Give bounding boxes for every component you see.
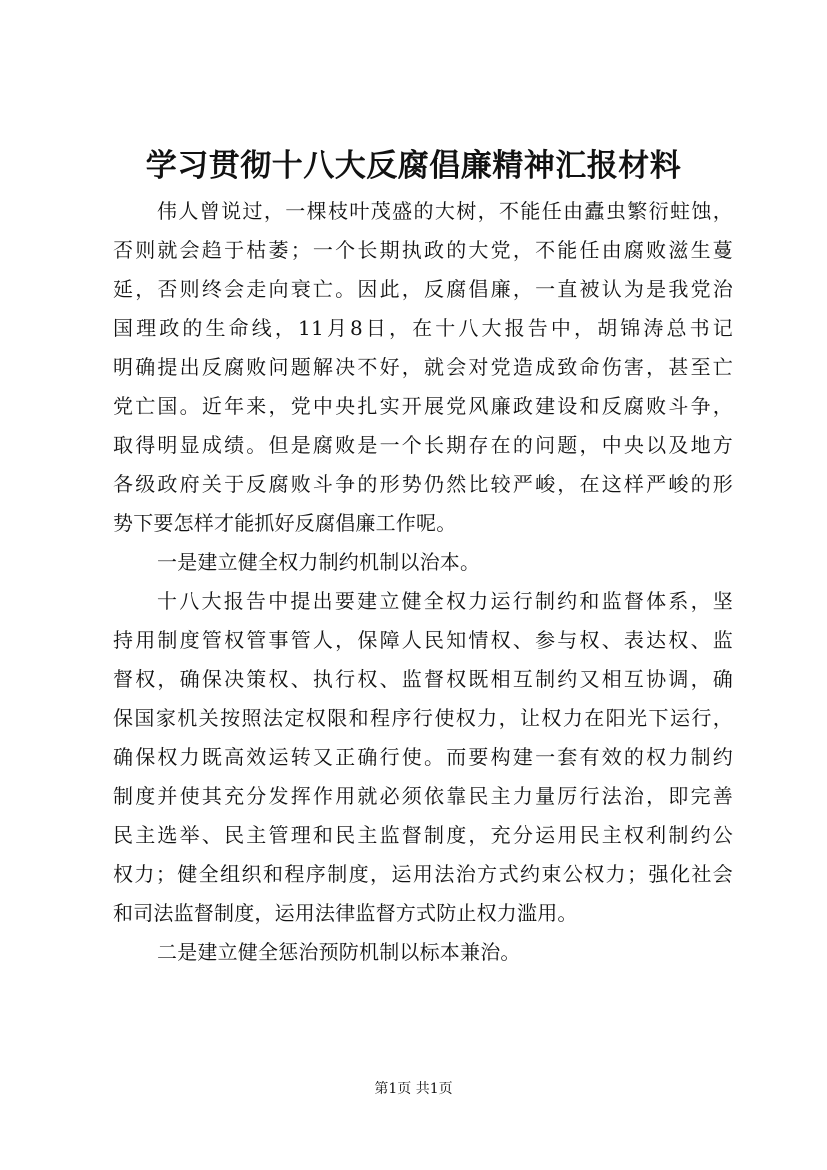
text-line: 否则就会趋于枯萎；一个长期执政的大党，不能任由腐败滋生蔓 <box>113 238 733 262</box>
page-number-footer: 第1页 共1页 <box>374 1081 453 1097</box>
paragraph <box>113 933 733 972</box>
text-line: 明确提出反腐败问题解决不好，就会对党造成致命伤害，甚至亡 <box>113 355 733 379</box>
paragraph <box>113 582 733 933</box>
text-line: 保国家机关按照法定权限和程序行使权力，让权力在阳光下运行， <box>113 706 733 730</box>
document-title: 学习贯彻十八大反腐倡廉精神汇报材料 <box>145 148 682 184</box>
section-heading: 一是建立健全权力制约机制以治本。 <box>157 550 481 574</box>
paragraph <box>113 543 733 582</box>
text-line: 国理政的生命线，11月8日，在十八大报告中，胡锦涛总书记 <box>113 316 733 340</box>
text-line: 权力；健全组织和程序制度，运用法治方式约束公权力；强化社会 <box>113 862 733 886</box>
section-heading: 二是建立健全惩治预防机制以标本兼治。 <box>157 940 521 964</box>
text-line: 制度并使其充分发挥作用就必须依靠民主力量厉行法治，即完善 <box>113 784 733 808</box>
text-line: 伟人曾说过，一棵枝叶茂盛的大树，不能任由蠹虫繁衍蛀蚀， <box>157 199 733 223</box>
text-line: 十八大报告中提出要建立健全权力运行制约和监督体系，坚 <box>157 589 733 613</box>
text-line: 持用制度管权管事管人，保障人民知情权、参与权、表达权、监 <box>113 628 733 652</box>
text-line: 各级政府关于反腐败斗争的形势仍然比较严峻，在这样严峻的形 <box>113 472 733 496</box>
text-line: 督权，确保决策权、执行权、监督权既相互制约又相互协调，确 <box>113 667 733 691</box>
text-line: 党亡国。近年来，党中央扎实开展党风廉政建设和反腐败斗争， <box>113 394 733 418</box>
text-line: 势下要怎样才能抓好反腐倡廉工作呢。 <box>113 511 457 535</box>
text-line: 和司法监督制度，运用法律监督方式防止权力滥用。 <box>113 901 578 925</box>
paragraph <box>113 192 733 543</box>
text-line: 确保权力既高效运转又正确行使。而要构建一套有效的权力制约 <box>113 745 733 769</box>
text-line: 延，否则终会走向衰亡。因此，反腐倡廉，一直被认为是我党治 <box>113 277 733 301</box>
text-line: 民主选举、民主管理和民主监督制度，充分运用民主权利制约公 <box>113 823 733 847</box>
text-line: 取得明显成绩。但是腐败是一个长期存在的问题，中央以及地方 <box>113 433 733 457</box>
document-body <box>113 192 733 972</box>
